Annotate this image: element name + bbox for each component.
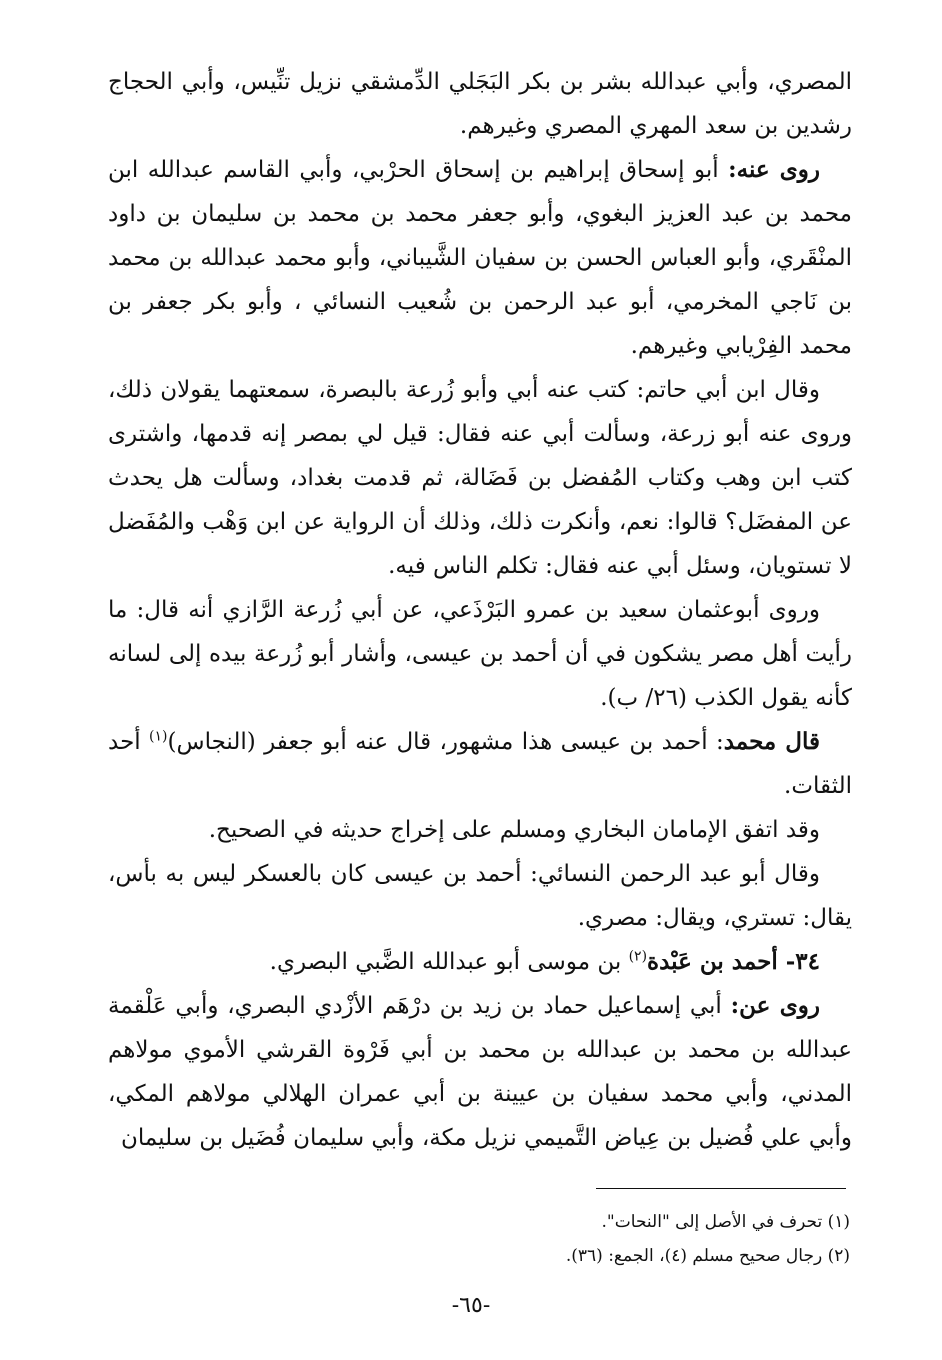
footnote-1: (١) تحرف في الأصل إلى "النحات". bbox=[601, 1212, 850, 1232]
paragraph-5 bbox=[108, 720, 852, 808]
page-number: -٦٥- bbox=[451, 1293, 491, 1318]
paragraph-5-text-b: أحد الثقات. bbox=[108, 729, 852, 799]
paragraph-2 bbox=[108, 148, 852, 368]
paragraph-9 bbox=[108, 984, 852, 1160]
paragraph-1: المصري، وأبي عبدالله بشر بن بكر البَجَلي الدِّمشقي نزيل تنِّيس، وأبي الحجاج رشدين بن سعد المهري المصري وغيرهم. bbox=[108, 69, 852, 139]
footnote-marker-2: (٢) bbox=[628, 948, 648, 965]
entry-title: ٣٤- أحمد بن عَبْدة bbox=[647, 948, 820, 975]
narrated-from-label: روى عن: bbox=[730, 992, 821, 1019]
paragraph-3: وقال ابن أبي حاتم: كتب عنه أبي وأبو زُرعة بالبصرة، سمعتهما يقولان ذلك، وروى عنه أبو زرعة، وسألت أبي عنه فقال: قيل لي بمصر إنه قدمها، واشترى كتب ابن وهب وكتاب المُفضل بن فَضَالة، ثم قدمت بغداد، وسألت هل يحدث عن المفضَل؟ قالوا: نعم، وأنكرت ذلك، وذلك أن الرواية عن ابن وَهْب والمُفَضل لا تستويان، وسئل أبي عنه فقال: تكلم الناس فيه. bbox=[108, 377, 852, 579]
paragraph-2-text: أبو إسحاق إبراهيم بن إسحاق الحرْبي، وأبي القاسم عبدالله ابن محمد بن عبد العزيز البغوي، وأبو جعفر محمد بن محمد بن سليمان بن داود المنْقَري، وأبو العباس الحسن بن سفيان الشَّيباني، وأبو محمد عبدالله بن محمد بن نَاجي المخرمي، أبو عبد الرحمن بن شُعيب النسائي ، وأبو بكر جعفر بن محمد الفِرْيابي وغيرهم. bbox=[108, 157, 852, 359]
paragraph-6: وقد اتفق الإمامان البخاري ومسلم على إخراج حديثه في الصحيح. bbox=[208, 817, 820, 843]
paragraph-4: وروى أبوعثمان سعيد بن عمرو البَرْذَعي، عن أبي زُرعة الرَّازي أنه قال: ما رأيت أهل مصر يشكون في أن أحمد بن عيسى، وأشار أبو زُرعة بيده إلى لسانه كأنه يقول الكذب (٢٦/ ب). bbox=[108, 597, 852, 711]
footnote-marker-1: (١) bbox=[149, 728, 168, 745]
footnote-divider bbox=[596, 1188, 846, 1189]
paragraph-9-text: أبي إسماعيل حماد بن زيد بن درْهَم الأزْدي البصري، وأبي عَلْقمة عبدالله بن محمد بن عبدالله بن محمد بن أبي فَرْوة القرشي الأموي مولاهم المدني، وأبي محمد سفيان بن عيينة بن أبي عمران الهلالي مولاهم المكي، وأبي علي فُضيل بن عِياض التَّميمي نزيل مكة، وأبي سليمان فُضَيل بن سليمان bbox=[108, 993, 852, 1151]
footnotes bbox=[108, 1205, 850, 1273]
main-text bbox=[108, 60, 852, 1160]
footnote-2: (٢) رجال صحيح مسلم (٤)، الجمع: (٣٦). bbox=[565, 1246, 850, 1266]
author-comment-label: قال محمد bbox=[723, 728, 821, 755]
paragraph-7: وقال أبو عبد الرحمن النسائي: أحمد بن عيسى كان بالعسكر ليس به بأس، يقال: تستري، ويقال: مصري. bbox=[108, 861, 852, 931]
entry-heading-text: بن موسى أبو عبدالله الضَّبي البصري. bbox=[269, 949, 629, 975]
paragraph-5-text-a: : أحمد بن عيسى هذا مشهور، قال عنه أبو جعفر (النجاس) bbox=[167, 729, 724, 755]
entry-heading bbox=[108, 940, 852, 984]
narrated-by-label: روى عنه: bbox=[728, 156, 820, 183]
